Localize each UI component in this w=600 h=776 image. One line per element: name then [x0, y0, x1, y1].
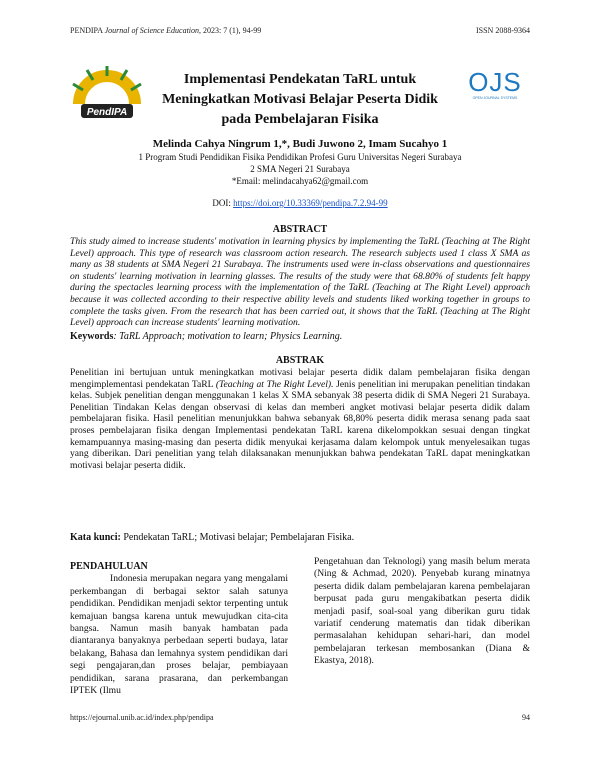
journal-header	[70, 26, 261, 35]
doi-label: DOI:	[212, 198, 234, 208]
abstract-text: This study aimed to increase students' motivation in learning physics by implementing the TaRL (Teaching at The Right Level) approach. This type of research was classroom action research. The research subjects used 1 class X SMA as many as 38 students at SMA Negeri 21 Surabaya. The instruments used were in-class observations and questionnaires on students' learning motivation in learning glasses. The results of the study were that 68.80% of students felt happy during the spectacles learning process with the implementation of the TaRL (Teaching at The Right Level) approach because it was collected according to their respective ability levels and students liked working together in groups to complete the tasks given. From the research that has been carried out, it shows that the TaRL (Teaching at The Right Level) approach can increase students' learning motivation.	[70, 236, 530, 329]
abstrak-text-c: Jenis penelitian ini merupakan penelitian tindakan kelas. Subjek penelitian dengan menggunakan 1 kelas X SMA sebanyak 38 peserta didik di SMA Negeri 21 Surabaya. Penelitian Tindakan Kelas dengan observasi di kelas dan memberi angket motivasi belajar peserta didik dalam pembelajaran fisika. Hasil penelitian menunjukkan bahwa sebanyak 68,80% peserta didik merasa senang pada saat proses pembelajaran fisika dengan Implementasi pendekatan TaRL karena dikelompokkan sesuai dengan tingkat kemampuannya masing-masing dan peserta didik menyukai kerjasama dalam kelompok untuk menyelesaikan tugas yang diberikan. Dari penelitian yang telah dilaksanakan menunjukkan bahwa pendekatan TaRL dapat meningkatkan motivasi belajar peserta didik.	[70, 378, 531, 471]
pendipa-logo	[68, 66, 146, 124]
abstrak-heading: ABSTRAK	[275, 355, 325, 366]
pendipa-logo-text: PendIPA	[86, 107, 128, 118]
issn: ISSN 2088-9364	[475, 26, 530, 35]
abstract-heading: ABSTRACT	[272, 224, 328, 235]
affiliation-2: 2 SMA Negeri 21 Surabaya	[250, 164, 350, 174]
ojs-logo	[466, 68, 524, 106]
intro-column-left	[70, 561, 288, 697]
affiliation-1: 1 Program Studi Pendidikan Fisika Pendidikan Profesi Guru Universitas Negeri Surabaya	[138, 152, 462, 162]
page-number: 94	[522, 713, 530, 722]
footer-url: https://ejournal.unib.ac.id/index.php/pendipa	[70, 713, 214, 722]
intro-column-right	[314, 556, 530, 668]
keywords-text: : TaRL Approach; motivation to learn; Physics Learning.	[113, 331, 343, 342]
kata-kunci	[70, 532, 530, 543]
intro-text-left: Indonesia merupakan negara yang mengalami perkembangan di berbagai sektor salah satunya pendidikan. Pendidikan menjadi sektor terpenting untuk kemajuan bangsa karena untuk mewujudkan cita-cita bangsa. Namun masih banyak hambatan pada diantaranya banyaknya perbedaan seperti budaya, latar belakang, Bahasa dan lemahnya system pendidikan dari segi pengajaran,dan proses belajar, pembiayaan pendidikan, sarana prasarana, dan perkembangan IPTEK (Ilmu	[70, 573, 288, 697]
intro-heading: PENDAHULUAN	[70, 561, 148, 572]
keywords	[70, 331, 530, 342]
ojs-logo-text: OJS	[468, 67, 522, 97]
kata-kunci-label: Kata kunci:	[70, 532, 121, 543]
journal-short: PENDIPA	[70, 26, 103, 35]
author-email: *Email: melindacahya62@gmail.com	[231, 176, 369, 186]
authors: Melinda Cahya Ningrum 1,*, Budi Juwono 2, Imam Sucahyo 1	[152, 138, 448, 150]
kata-kunci-text: Pendekatan TaRL; Motivasi belajar; Pembelajaran Fisika.	[120, 532, 355, 543]
doi-link[interactable]: https://doi.org/10.33369/pendipa.7.2.94-99	[233, 198, 388, 208]
abstrak-text-a: Penelitian ini bertujuan untuk meningkatkan motivasi belajar peserta didik dalam pembelajaran fisika dengan mengimplementasi pendekatan TaRL	[70, 367, 530, 390]
ojs-logo-subtext: OPEN JOURNAL SYSTEMS	[472, 96, 518, 100]
doi	[60, 198, 540, 208]
paper-title: Implementasi Pendekatan TaRL untuk Meningkatkan Motivasi Belajar Peserta Didik pada Pembelajaran Fisika	[162, 72, 438, 127]
keywords-label: Keywords	[70, 331, 114, 342]
abstrak-text-italic: (Teaching at The Right Level).	[215, 378, 334, 390]
journal-volume: , 2023: 7 (1), 94-99	[199, 26, 262, 35]
journal-name: Journal of Science Education	[104, 26, 200, 35]
intro-text-right: Pengetahuan dan Teknologi) yang masih belum merata (Ning & Achmad, 2020). Penyebab kurang minatnya peserta didik dalam pembelajaran karena pembelajaran berpusat pada guru mengakibatkan peserta didik menjadi pasif, soal-soal yang diberikan guru tidak variatif cenderung matematis dan tidak diberikan permasalahan kehidupan sehari-hari, dan model pembelajaran terkesan membosankan (Diana & Ekastya, 2018).	[314, 556, 530, 667]
abstrak-text	[70, 367, 530, 471]
